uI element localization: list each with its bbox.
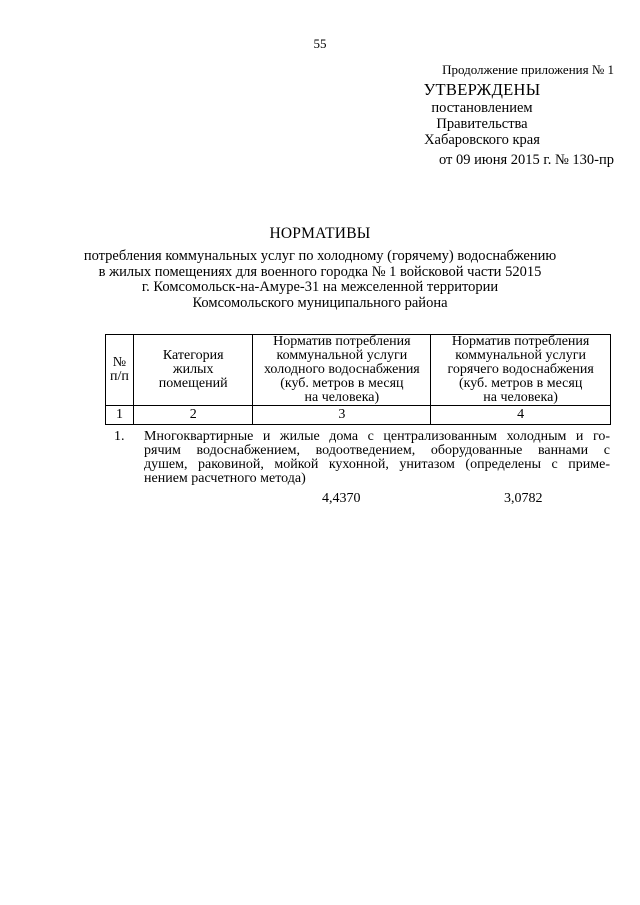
header-cold-water <box>253 335 431 406</box>
approval-line: постановлением <box>431 100 533 116</box>
approval-block <box>352 62 612 168</box>
header-hot-water <box>431 335 611 406</box>
column-number-cell: 1 <box>106 406 134 425</box>
subtitle-line: Комсомольского муниципального района <box>192 294 448 311</box>
header-line: Категория <box>162 348 224 363</box>
item-line: рячим водоснабжением, водоотведением, оборудованные ваннами с <box>144 443 610 458</box>
approval-date: от 09 июня 2015 г. № 130-пр <box>438 152 614 168</box>
approval-line: Хабаровского края <box>424 132 540 148</box>
header-line: жилых <box>172 362 214 377</box>
item-number: 1. <box>114 429 125 444</box>
header-number <box>106 335 134 406</box>
approved-label: УТВЕРЖДЕНЫ <box>423 80 541 99</box>
header-line: горячего водоснабжения <box>447 362 594 377</box>
item-line: нением расчетного метода) <box>144 471 306 486</box>
column-number-cell: 4 <box>431 406 611 425</box>
header-line: № <box>112 355 127 370</box>
header-line: коммунальной услуги <box>455 348 586 363</box>
table-header-row <box>106 335 611 406</box>
column-number-row <box>106 406 611 425</box>
subtitle-line: в жилых помещениях для военного городка № 1 войсковой части 52015 <box>98 263 542 280</box>
hot-water-value: 3,0782 <box>504 491 543 506</box>
column-number-cell: 2 <box>133 406 253 425</box>
header-category <box>133 335 253 406</box>
header-line: коммунальной услуги <box>276 348 408 363</box>
norms-table <box>105 334 611 425</box>
item-line: душем, раковиной, мойкой кухонной, унитазом (определены с приме- <box>144 457 610 472</box>
cold-water-value: 4,4370 <box>322 491 361 506</box>
subtitle-line: г. Комсомольск-на-Амуре-31 на межселенной территории <box>141 279 499 295</box>
header-line: на человека) <box>483 390 558 405</box>
item-description <box>144 430 610 486</box>
column-number-cell: 3 <box>253 406 431 425</box>
header-line: п/п <box>110 369 129 384</box>
document-title <box>0 225 640 311</box>
header-line: Норматив потребления <box>273 334 411 349</box>
page-number: 55 <box>313 36 327 51</box>
header-line: Норматив потребления <box>451 334 590 349</box>
title-subtitle <box>0 249 640 311</box>
continuation-note: Продолжение приложения № 1 <box>442 62 614 77</box>
subtitle-line: потребления коммунальных услуг по холодному (горячему) водоснабжению <box>83 248 557 264</box>
title-heading: НОРМАТИВЫ <box>269 225 371 242</box>
header-line: на человека) <box>304 390 380 405</box>
header-line: холодного водоснабжения <box>263 362 420 377</box>
item-line: Многоквартирные и жилые дома с централизованным холодным и го- <box>144 429 610 444</box>
approval-line: Правительства <box>436 116 528 132</box>
header-line: (куб. метров в месяц <box>280 376 404 391</box>
header-line: (куб. метров в месяц <box>458 376 583 391</box>
header-line: помещений <box>158 376 228 391</box>
